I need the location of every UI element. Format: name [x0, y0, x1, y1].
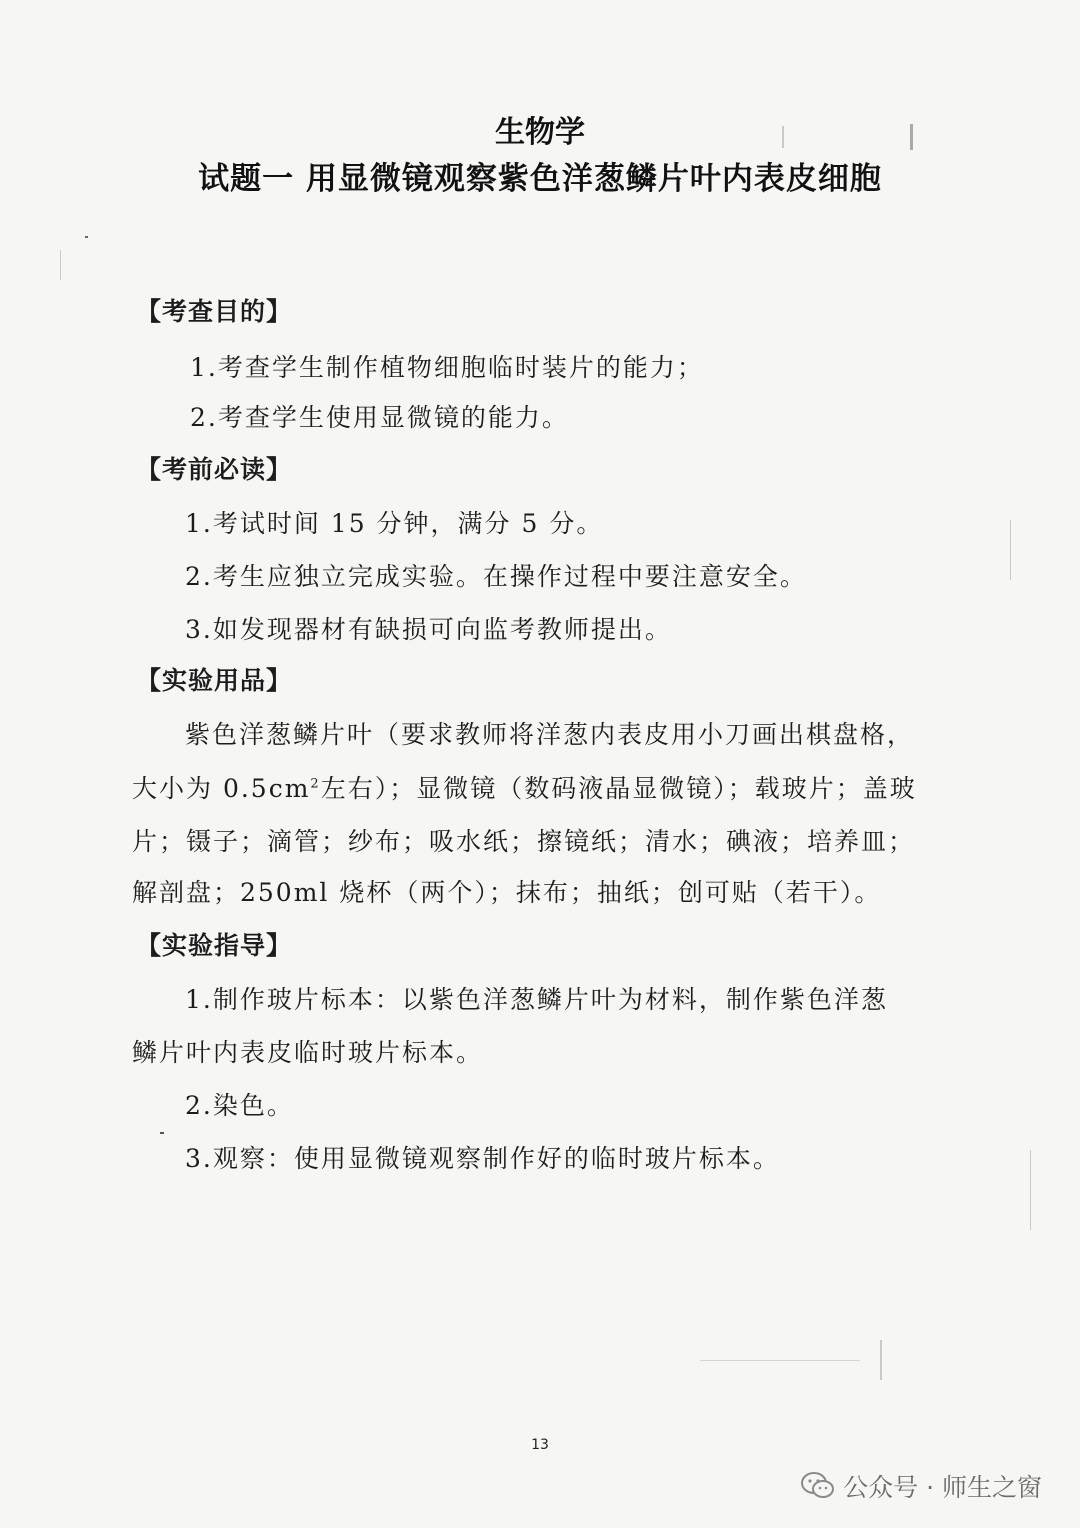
guide-item: 1.制作玻片标本：以紫色洋葱鳞片叶为材料，制作紫色洋葱: [185, 985, 888, 1014]
source-label: 公众号 · 师生之窗: [843, 1473, 1042, 1502]
guide-item: 3.观察：使用显微镜观察制作好的临时玻片标本。: [185, 1144, 780, 1173]
watermark-footer: [799, 1468, 1042, 1504]
wechat-icon: [799, 1470, 837, 1502]
notice-item: 2.考生应独立完成实验。在操作过程中要注意安全。: [185, 562, 807, 591]
materials-line: 紫色洋葱鳞片叶（要求教师将洋葱内表皮用小刀画出棋盘格，: [185, 720, 915, 749]
notice-item: 1.考试时间 15 分钟，满分 5 分。: [185, 509, 604, 538]
materials-line: [132, 776, 917, 801]
guide-item: 2.染色。: [185, 1091, 294, 1120]
section-heading-notice: 【考前必读】: [136, 455, 293, 484]
section-heading-purpose: 【考查目的】: [136, 297, 293, 326]
materials-line: 解剖盘；250ml 烧杯（两个）；抹布；抽纸；创可贴（若干）。: [132, 878, 882, 907]
materials-text: 大小为 0.5cm: [132, 774, 311, 803]
guide-item-continued: 鳞片叶内表皮临时玻片标本。: [132, 1038, 484, 1067]
materials-text: 左右）；显微镜（数码液晶显微镜）；载玻片；盖玻: [320, 774, 917, 803]
page-number: 13: [531, 1437, 549, 1453]
section-heading-guide: 【实验指导】: [136, 931, 293, 960]
purpose-item: 2.考查学生使用显微镜的能力。: [190, 403, 569, 432]
subject-title: 生物学: [495, 115, 585, 150]
materials-line: 片；镊子；滴管；纱布；吸水纸；擦镜纸；清水；碘液；培养皿；: [132, 827, 916, 856]
exam-topic-title: 试题一 用显微镜观察紫色洋葱鳞片叶内表皮细胞: [198, 161, 882, 197]
section-heading-materials: 【实验用品】: [136, 666, 293, 695]
superscript-exponent: 2: [310, 776, 321, 792]
purpose-item: 1.考查学生制作植物细胞临时装片的能力；: [190, 353, 704, 382]
notice-item: 3.如发现器材有缺损可向监考教师提出。: [185, 615, 672, 644]
